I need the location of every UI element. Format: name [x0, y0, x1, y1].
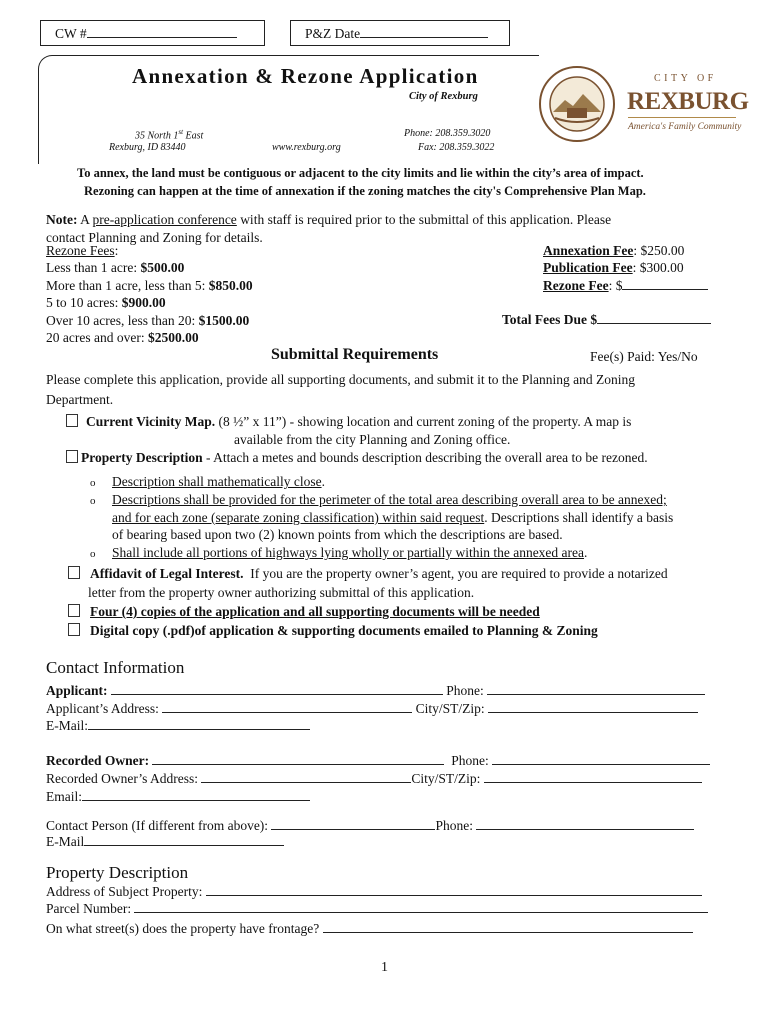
city-seal-icon: [537, 64, 617, 144]
owner-address-field[interactable]: [201, 771, 411, 783]
rezone-fee-row: 20 acres and over: $2500.00: [46, 330, 199, 346]
affidavit-item: Affidavit of Legal Interest. If you are the property owner’s agent, you are required to provide a notarized: [68, 566, 668, 582]
header-address-2: Rexburg, ID 83440: [109, 142, 186, 153]
total-fees: Total Fees Due $: [502, 312, 711, 328]
contact-email-field[interactable]: [84, 834, 284, 846]
applicant-email-field[interactable]: [88, 718, 310, 730]
header-fax: Fax: 208.359.3022: [418, 142, 495, 153]
copies-checkbox[interactable]: [68, 604, 80, 617]
note-line-1: Note: A pre-application conference with staff is required prior to the submittal of this application. Please: [46, 212, 612, 227]
bullet-icon: o: [90, 548, 96, 560]
affidavit-checkbox[interactable]: [68, 566, 80, 579]
owner-email-row: Email:: [46, 789, 310, 805]
applicant-city-field[interactable]: [488, 701, 698, 713]
bullet-2-line-3: of bearing based upon two (2) known points from which the descriptions are based.: [112, 527, 563, 542]
rezone-fees: [46, 242, 253, 346]
header-address-1: 35 North 1st East: [135, 128, 204, 142]
rezone-fee: Rezone Fee: $: [543, 277, 708, 294]
applicant-address-row: Applicant’s Address: City/ST/Zip:: [46, 701, 698, 717]
bullet-3: Shall include all portions of highways lying wholly or partially within the annexed area.: [112, 545, 588, 560]
digital-copy-checkbox[interactable]: [68, 623, 80, 636]
publication-fee: Publication Fee: $300.00: [543, 260, 684, 276]
bullet-icon: o: [90, 495, 96, 507]
cw-label: CW #: [55, 26, 87, 41]
submittal-intro-1: Please complete this application, provide all supporting documents, and submit it to the Planning and Zoning: [46, 372, 636, 387]
owner-row: Recorded Owner: Phone:: [46, 753, 710, 769]
applicant-email-row: E-Mail:: [46, 718, 310, 734]
header-city: City of Rexburg: [409, 91, 478, 102]
page-number: 1: [381, 960, 388, 975]
pz-date-box: [290, 20, 510, 46]
owner-email-field[interactable]: [82, 789, 310, 801]
bullet-icon: o: [90, 477, 96, 489]
header-website[interactable]: www.rexburg.org: [272, 142, 341, 153]
property-address-row: Address of Subject Property:: [46, 884, 702, 900]
frontage-field[interactable]: [323, 921, 693, 933]
contact-person-row: Contact Person (If different from above): Phone:: [46, 818, 694, 834]
submittal-title: Submittal Requirements: [271, 346, 439, 363]
intro-line-1: To annex, the land must be contiguous or adjacent to the city limits and lie within the city’s area of impact.: [77, 166, 644, 180]
logo-tagline: America's Family Community: [628, 122, 742, 132]
header-phone: Phone: 208.359.3020: [404, 128, 491, 139]
copies-item: Four (4) copies of the application and all supporting documents will be needed: [68, 604, 540, 620]
note-line-2: contact Planning and Zoning for details.: [46, 230, 263, 245]
frontage-row: On what street(s) does the property have frontage?: [46, 921, 693, 937]
cw-number-box: [40, 20, 265, 46]
property-address-field[interactable]: [206, 884, 702, 896]
rezone-fee-row: 5 to 10 acres: $900.00: [46, 295, 166, 311]
owner-field[interactable]: [152, 753, 444, 765]
rezone-fee-row: Over 10 acres, less than 20: $1500.00: [46, 312, 250, 328]
bullet-2-line-2: and for each zone (separate zoning classification) within said request. Descriptions shall identify a basis: [112, 510, 674, 525]
logo-divider: [628, 117, 736, 118]
pz-date-label: P&Z Date: [305, 26, 361, 41]
contact-email-row: E-Mail: [46, 834, 284, 850]
contact-title: Contact Information: [46, 658, 185, 677]
bullet-1: Description shall mathematically close.: [112, 474, 325, 489]
owner-address-row: Recorded Owner’s Address: City/ST/Zip:: [46, 771, 702, 787]
applicant-address-field[interactable]: [162, 701, 412, 713]
property-description-item: Property Description - Attach a metes and bounds description describing the overall area to be rezoned.: [66, 450, 648, 466]
owner-city-field[interactable]: [484, 771, 702, 783]
fees-summary: [543, 242, 708, 294]
page-title: Annexation & Rezone Application: [132, 64, 479, 88]
vicinity-map-checkbox[interactable]: [66, 414, 78, 427]
applicant-phone-field[interactable]: [487, 683, 705, 695]
logo-city-of: CITY OF: [654, 73, 717, 84]
property-title: Property Description: [46, 863, 189, 882]
property-description-checkbox[interactable]: [66, 450, 78, 463]
pz-date-field[interactable]: [360, 26, 488, 38]
annexation-fee: Annexation Fee: $250.00: [543, 243, 685, 258]
contact-phone-field[interactable]: [476, 818, 694, 830]
total-fees-field[interactable]: [597, 312, 711, 324]
intro-line-2: Rezoning can happen at the time of annexation if the zoning matches the city's Comprehensive Plan Map.: [84, 184, 646, 198]
vicinity-map-item: Current Vicinity Map. (8 ½” x 11”) - showing location and current zoning of the property. A map is: [66, 414, 631, 430]
parcel-number-row: Parcel Number:: [46, 901, 708, 917]
logo-rexburg: REXBURG: [627, 88, 749, 115]
submittal-intro-2: Department.: [46, 392, 114, 407]
applicant-field[interactable]: [111, 683, 443, 695]
rezone-fees-title: Rezone Fees:: [46, 243, 119, 258]
vicinity-map-text-2: available from the city Planning and Zoning office.: [234, 432, 511, 447]
fees-paid: Fee(s) Paid: Yes/No: [590, 349, 698, 364]
affidavit-text-2: letter from the property owner authorizing submittal of this application.: [88, 585, 475, 600]
rezone-fee-row: More than 1 acre, less than 5: $850.00: [46, 277, 253, 293]
contact-person-field[interactable]: [271, 818, 435, 830]
owner-phone-field[interactable]: [492, 753, 710, 765]
pre-application-link[interactable]: pre-application conference: [92, 212, 237, 227]
cw-number-field[interactable]: [87, 26, 237, 38]
digital-copy-item: Digital copy (.pdf)of application & supporting documents emailed to Planning & Zoning: [68, 623, 598, 639]
note-label: Note:: [46, 212, 78, 227]
rezone-fee-row: Less than 1 acre: $500.00: [46, 260, 185, 276]
parcel-number-field[interactable]: [134, 901, 708, 913]
bullet-2-line-1: Descriptions shall be provided for the perimeter of the total area describing overall area to be annexed;: [112, 492, 667, 507]
rezone-fee-field[interactable]: [622, 278, 708, 290]
applicant-row: Applicant: Phone:: [46, 683, 705, 699]
